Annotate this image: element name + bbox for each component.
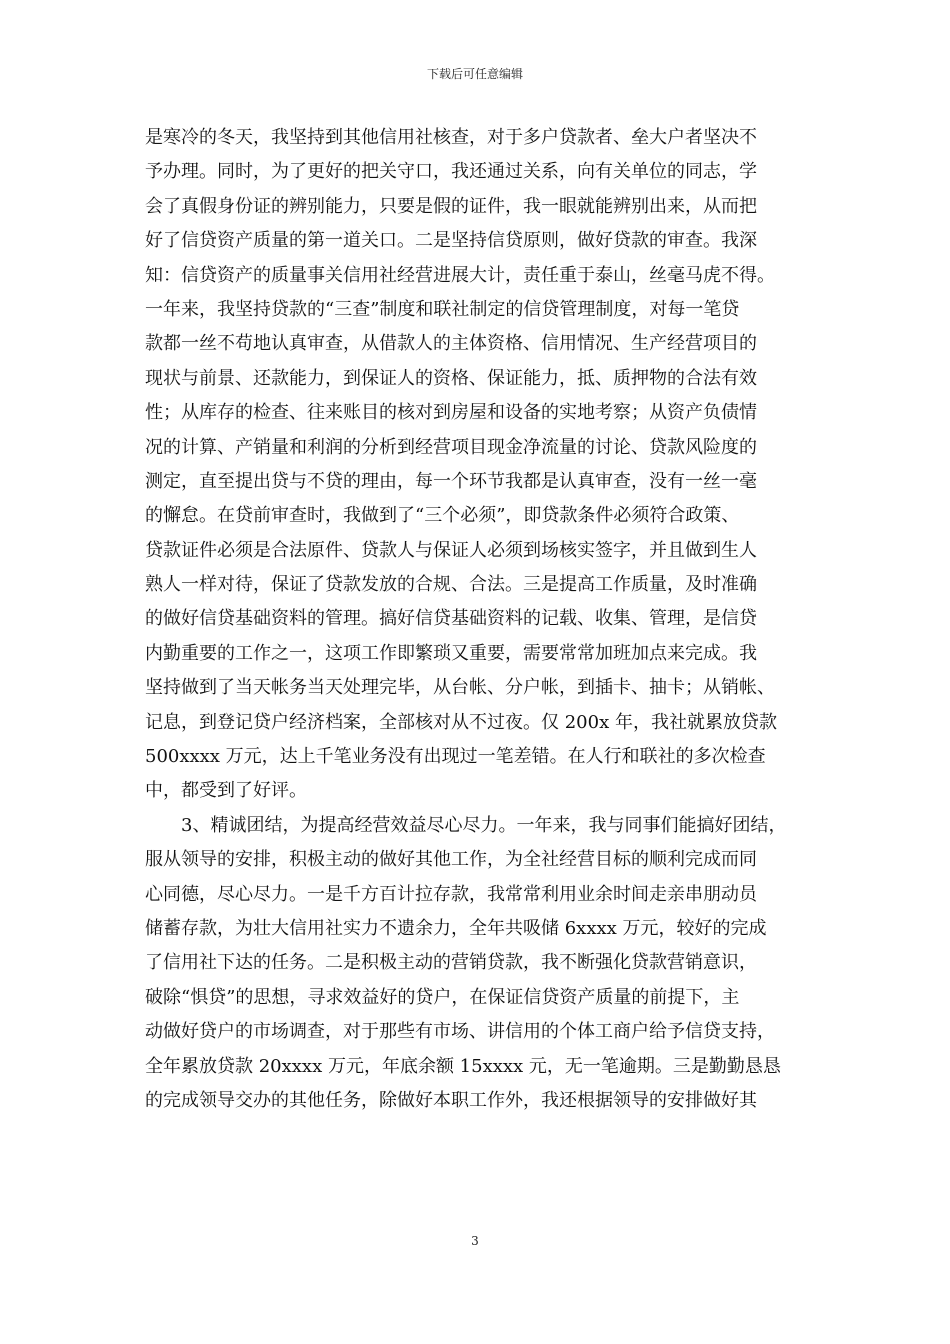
text-line: 心同德，尽心尽力。一是千方百计拉存款，我常常利用业余时间走亲串朋动员 (145, 883, 757, 905)
text-line: 性；从库存的检查、往来账目的核对到房屋和设备的实地考察；从资产负债情 (145, 402, 757, 424)
text-line: 全年累放贷款 20xxxx 万元，年底余额 15xxxx 元，无一笔逾期。三是勤勤恳恳 (145, 1055, 781, 1077)
text-line: 予办理。同时，为了更好的把关守口，我还通过关系，向有关单位的同志，学 (145, 161, 757, 183)
text-line: 坚持做到了当天帐务当天处理完毕，从台帐、分户帐，到插卡、抽卡；从销帐、 (145, 677, 775, 699)
text-line: 贷款证件必须是合法原件、贷款人与保证人必须到场核实签字，并且做到生人 (145, 539, 757, 561)
text-line: 款都一丝不苟地认真审查，从借款人的主体资格、信用情况、生产经营项目的 (145, 333, 757, 355)
text-line: 3、精诚团结，为提高经营效益尽心尽力。一年来，我与同事们能搞好团结， (181, 814, 787, 836)
text-line: 的做好信贷基础资料的管理。搞好信贷基础资料的记载、收集、管理，是信贷 (145, 608, 757, 630)
text-line: 了信用社下达的任务。二是积极主动的营销贷款，我不断强化贷款营销意识， (145, 952, 757, 974)
text-line: 是寒冷的冬天，我坚持到其他信用社核查，对于多户贷款者、垒大户者坚决不 (145, 127, 757, 148)
text-line: 破除“惧贷”的思想，寻求效益好的贷户，在保证信贷资产质量的前提下，主 (145, 986, 740, 1008)
paragraph-2 (145, 809, 825, 1119)
text-line: 熟人一样对待，保证了贷款发放的合规、合法。三是提高工作质量，及时准确 (145, 574, 757, 596)
text-line: 服从领导的安排，积极主动的做好其他工作，为全社经营目标的顺利完成而同 (145, 849, 757, 871)
document-body (145, 121, 825, 1118)
text-line: 现状与前景、还款能力，到保证人的资格、保证能力，抵、质押物的合法有效 (145, 367, 757, 389)
text-line: 的完成领导交办的其他任务，除做好本职工作外，我还根据领导的安排做好其 (145, 1089, 757, 1111)
text-line: 好了信贷资产质量的第一道关口。二是坚持信贷原则，做好贷款的审查。我深 (145, 230, 757, 252)
text-line: 知：信贷资产的质量事关信用社经营进展大计，责任重于泰山，丝毫马虎不得。 (145, 264, 775, 286)
text-line: 一年来，我坚持贷款的“三查”制度和联社制定的信贷管理制度，对每一笔贷 (145, 298, 740, 320)
text-line: 记息，到登记贷户经济档案，全部核对从不过夜。仅 200x 年，我社就累放贷款 (145, 711, 777, 733)
text-line: 动做好贷户的市场调查，对于那些有市场、讲信用的个体工商户给予信贷支持， (145, 1021, 775, 1043)
text-line: 会了真假身份证的辨别能力，只要是假的证件，我一眼就能辨别出来，从而把 (145, 195, 757, 217)
text-line: 况的计算、产销量和利润的分析到经营项目现金净流量的讨论、贷款风险度的 (145, 436, 757, 458)
page-header: 下载后可任意编辑 (426, 67, 523, 81)
text-line: 测定，直至提出贷与不贷的理由，每一个环节我都是认真审查，没有一丝一毫 (145, 470, 757, 492)
text-line: 的懈怠。在贷前审查时，我做到了“三个必须”，即贷款条件必须符合政策、 (145, 505, 740, 527)
text-line: 储蓄存款，为壮大信用社实力不遗余力，全年共吸储 6xxxx 万元，较好的完成 (145, 917, 767, 939)
page-number: 3 (471, 1234, 479, 1248)
text-line: 中，都受到了好评。 (145, 780, 307, 802)
text-line: 内勤重要的工作之一，这项工作即繁琐又重要，需要常常加班加点来完成。我 (145, 642, 757, 664)
paragraph-1 (145, 121, 825, 809)
text-line: 500xxxx 万元，达上千笔业务没有出现过一笔差错。在人行和联社的多次检查 (145, 746, 766, 768)
